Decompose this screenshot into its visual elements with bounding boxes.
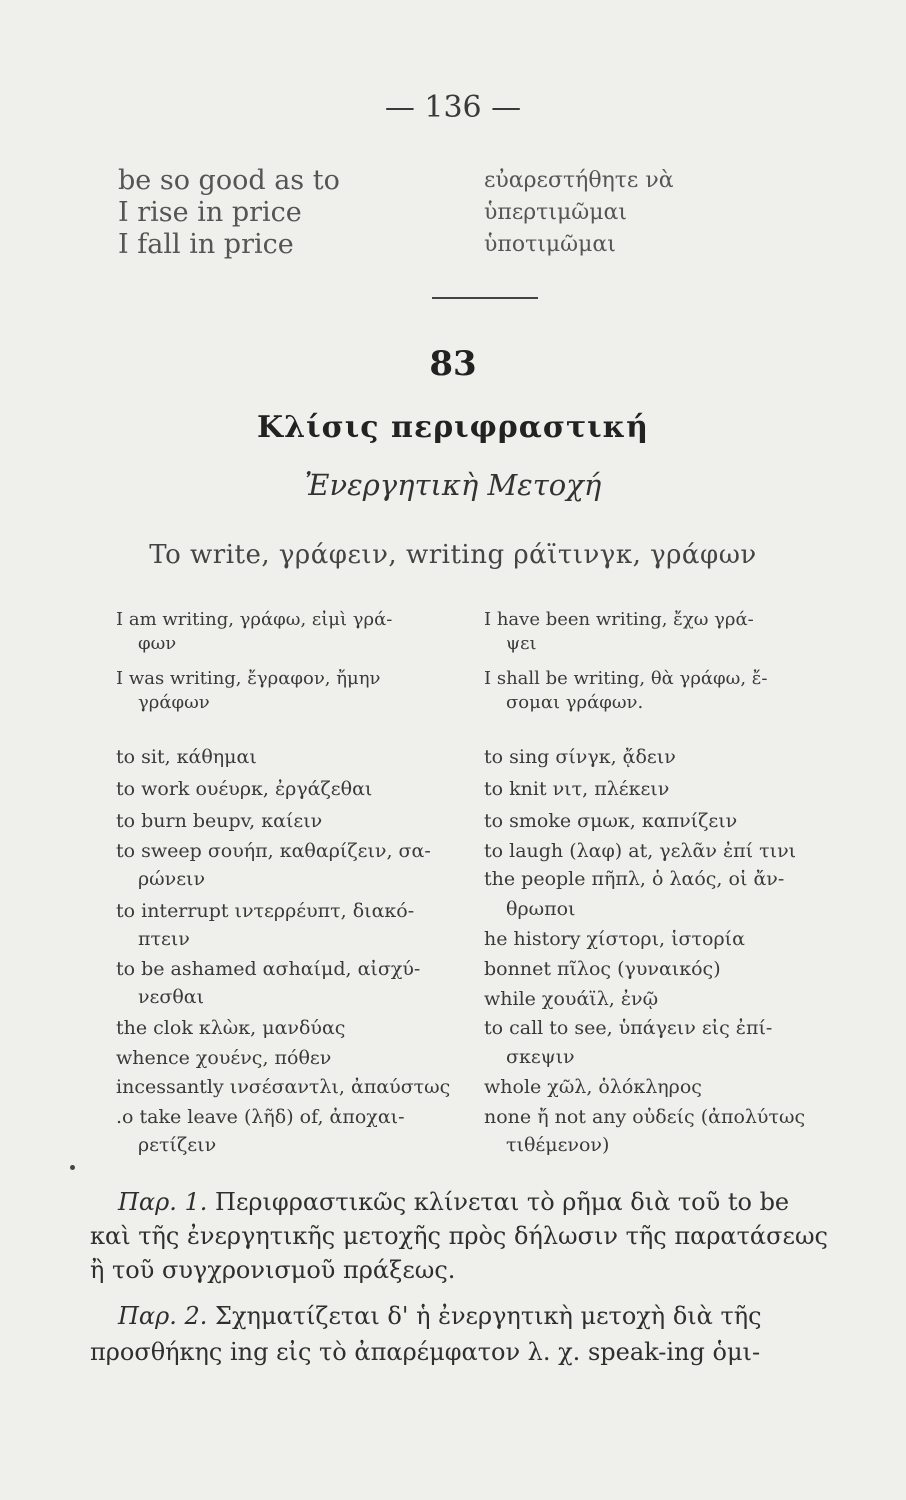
vocab-entry: to smoke σμωκ, καπνίζειν xyxy=(484,810,738,832)
conjugation-line: I shall be writing, θὰ γράφω, ἔ- xyxy=(484,668,768,689)
paragraph-line: ἢ τοῦ συγχρονισμοῦ πράξεως. xyxy=(90,1256,456,1284)
conjugation-line: I was writing, ἔγραφον, ἤμην xyxy=(116,668,381,689)
vocab-entry: whence χουένς, πόθεν xyxy=(116,1047,332,1069)
page-number: — 136 — xyxy=(384,90,522,125)
phrase-gr: ὑπερτιμῶμαι xyxy=(484,200,627,225)
paragraph-label: Παρ. 1. xyxy=(118,1188,208,1216)
paragraph-text: Σχηματίζεται δ' ἡ ἐνεργητικὴ μετοχὴ διὰ τῆς xyxy=(215,1302,762,1330)
paragraph-line xyxy=(118,1302,762,1330)
vocab-entry: the people πῆπλ, ὁ λαός, οἱ ἄν- xyxy=(484,868,785,890)
vocab-entry: σκεψιν xyxy=(506,1046,575,1068)
paragraph-line: προσθήκης ing εἰς τὸ ἀπαρέμφατον λ. χ. speak-ing ὁμι- xyxy=(90,1338,761,1366)
conjugation-line: I am writing, γράφω, εἰμὶ γρά- xyxy=(116,609,393,630)
vocab-entry: whole χῶλ, ὁλόκληρος xyxy=(484,1076,702,1098)
vocab-entry: to burn beupv, καίειν xyxy=(116,810,323,832)
paragraph-label: Παρ. 2. xyxy=(118,1302,208,1330)
vocab-entry: to sweep σουήπ, καθαρίζειν, σα- xyxy=(116,840,431,862)
vocab-entry: to call to see, ὑπάγειν εἰς ἐπί- xyxy=(484,1017,773,1039)
phrase-gr: εὐαρεστήθητε νὰ xyxy=(484,168,674,193)
vocab-entry: τιθέμενον) xyxy=(506,1134,610,1156)
vocab-entry: none ἤ not any οὐδείς (ἀπολύτως xyxy=(484,1106,806,1128)
verb-forms-line: To write, γράφειν, writing ράϊτινγκ, γράφων xyxy=(149,540,757,570)
conjugation-line: γράφων xyxy=(138,692,210,713)
paragraph-line xyxy=(118,1188,789,1216)
section-subtitle: Ἐνεργητικὴ Μετοχή xyxy=(304,468,602,502)
margin-dot xyxy=(70,1165,75,1170)
vocab-entry: νεσθαι xyxy=(138,986,205,1008)
phrase-en: be so good as to xyxy=(118,165,340,196)
vocab-entry: bonnet πῖλος (γυναικός) xyxy=(484,958,721,980)
section-divider xyxy=(432,297,538,299)
vocab-entry: θρωποι xyxy=(506,898,576,920)
section-title: Κλίσις περιφραστική xyxy=(257,410,649,445)
vocab-entry: πτειν xyxy=(138,928,190,950)
vocab-entry: incessantly ινσέσαντλι, ἀπαύστως xyxy=(116,1076,451,1098)
paragraph-line: καὶ τῆς ἐνεργητικῆς μετοχῆς πρὸς δήλωσιν τῆς παρατάσεως xyxy=(90,1222,828,1250)
section-number: 83 xyxy=(429,344,477,384)
vocab-entry: the clok κλὼκ, μανδύας xyxy=(116,1017,346,1039)
vocab-entry: ρετίζειν xyxy=(138,1134,217,1156)
vocab-entry: to laugh (λαφ) at, γελᾶν ἐπί τινι xyxy=(484,840,797,862)
phrase-gr: ὑποτιμῶμαι xyxy=(484,232,616,257)
paragraph-text: Περιφραστικῶς κλίνεται τὸ ρῆμα διὰ τοῦ to be xyxy=(215,1188,790,1216)
vocab-entry: to sit, κάθημαι xyxy=(116,746,257,768)
conjugation-line: σομαι γράφων. xyxy=(506,692,644,713)
phrase-en: I rise in price xyxy=(118,197,302,228)
vocab-entry: .o take leave (λῆδ) of, ἀποχαι- xyxy=(116,1106,405,1128)
vocab-entry: ρώνειν xyxy=(138,868,206,890)
conjugation-line: φων xyxy=(138,633,177,654)
phrase-en: I fall in price xyxy=(118,229,294,260)
conjugation-line: ψει xyxy=(506,633,537,654)
vocab-entry: while χουάϊλ, ἐνῷ xyxy=(484,988,659,1010)
vocab-entry: he history χίστορι, ἱστορία xyxy=(484,928,745,950)
vocab-entry: to sing σίνγκ, ᾄδειν xyxy=(484,746,676,768)
vocab-entry: to knit νιτ, πλέκειν xyxy=(484,778,670,800)
conjugation-line: I have been writing, ἔχω γρά- xyxy=(484,609,754,630)
vocab-entry: to work ουέυρκ, ἐργάζεθαι xyxy=(116,778,373,800)
vocab-entry: to interrupt ιντερρέυπτ, διακό- xyxy=(116,900,415,922)
vocab-entry: to be ashamed ασhαίμd, αἰσχύ- xyxy=(116,958,421,980)
